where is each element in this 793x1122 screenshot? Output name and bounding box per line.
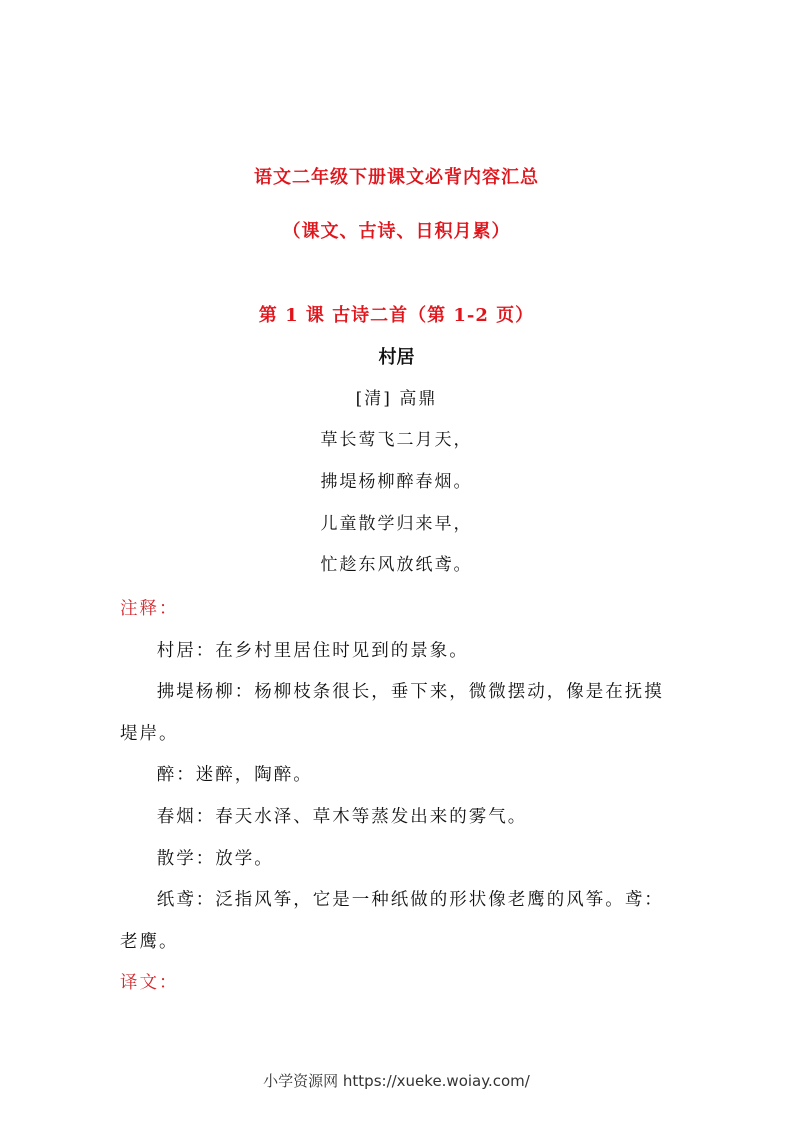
- poem-line: 儿童散学归来早，: [320, 514, 473, 534]
- note-item: 纸鸢：泛指风筝，它是一种纸做的形状像老鹰的风筝。鸢：老鹰。: [120, 890, 664, 952]
- poem-author: [清] 高鼎: [355, 389, 438, 409]
- page-footer: 小学资源网 https://xueke.woiay.com/: [263, 1072, 530, 1090]
- note-item: 拂堤杨柳：杨柳枝条很长，垂下来，微微摆动，像是在抚摸堤岸。: [120, 682, 664, 744]
- note-item: 春烟：春天水泽、草木等蒸发出来的雾气。: [156, 806, 528, 827]
- note-item: 村居：在乡村里居住时见到的景象。: [156, 640, 469, 661]
- notes-label: 注释：: [120, 599, 179, 619]
- notes-section: [120, 589, 676, 1005]
- poem-title: 村居: [378, 347, 415, 368]
- poem-line: 忙趁东风放纸鸢。: [320, 555, 473, 575]
- lesson-heading: 第 1 课 古诗二首（第 1-2 页）: [258, 305, 535, 326]
- poem-line: 拂堤杨柳醉春烟。: [320, 472, 473, 492]
- document-subtitle: （课文、古诗、日积月累）: [282, 221, 511, 242]
- poem-line: 草长莺飞二月天，: [320, 430, 473, 450]
- document-title: 语文二年级下册课文必背内容汇总: [254, 167, 539, 188]
- translation-label: 译文：: [120, 973, 179, 994]
- note-item: 散学：放学。: [156, 848, 274, 869]
- note-item: 醉：迷醉，陶醉。: [156, 765, 313, 786]
